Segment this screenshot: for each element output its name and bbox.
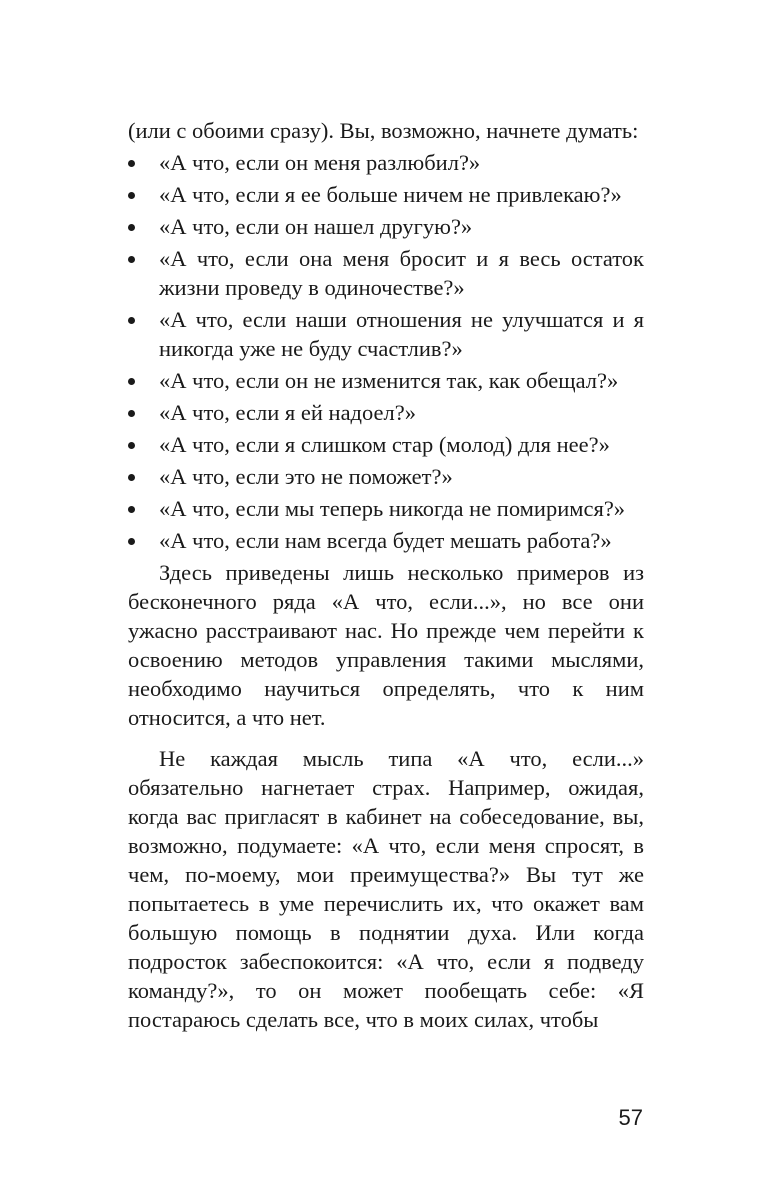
list-item [128, 430, 644, 459]
list-item [128, 148, 644, 177]
list-item-text: «А что, если он меня разлюбил?» [159, 150, 481, 175]
list-item-text: «А что, если мы теперь никогда не помиримся?» [159, 496, 626, 521]
bullet-icon [128, 442, 135, 449]
bullet-icon [128, 474, 135, 481]
bullet-icon [128, 506, 135, 513]
list-item-text: «А что, если я слишком стар (молод) для нее?» [159, 432, 610, 457]
list-item [128, 180, 644, 209]
bullet-icon [128, 378, 135, 385]
bullet-icon [128, 224, 135, 231]
list-item [128, 212, 644, 241]
page-content [128, 116, 644, 1034]
bullet-icon [128, 410, 135, 417]
list-item-text: «А что, если я ее больше ничем не привлекаю?» [159, 182, 622, 207]
body-paragraph: Не каждая мысль типа «А что, если...» обязательно нагнетает страх. Например, ожидая, когда вас пригласят в кабинет на собеседование, вы, возможно, подумаете: «А что, если меня спросят, в чем, по-моему, мои преимущества?» Вы тут же попытаетесь в уме перечислить их, что окажет вам большую помощь в поднятии духа. Или когда подросток забеспокоится: «А что, если я подведу команду?», то он может пообещать себе: «Я постараюсь сделать все, что в моих силах, чтобы [128, 746, 644, 1032]
list-item [128, 244, 644, 302]
list-item [128, 366, 644, 395]
list-item [128, 494, 644, 523]
bullet-icon [128, 256, 135, 263]
body-paragraph: Здесь приведены лишь несколько примеров из бесконечного ряда «А что, если...», но все они ужасно расстраивают нас. Но прежде чем перейти к освоению методов управления такими мыслями, необходимо научиться определять, что к ним относится, а что нет. [128, 560, 644, 730]
list-item-text: «А что, если нам всегда будет мешать работа?» [159, 528, 612, 553]
bullet-icon [128, 160, 135, 167]
list-item-text: «А что, если наши отношения не улучшатся и я никогда уже не буду счастлив?» [159, 307, 644, 361]
list-item [128, 398, 644, 427]
list-item [128, 526, 644, 555]
bullet-icon [128, 317, 135, 324]
list-item-text: «А что, если я ей надоел?» [159, 400, 416, 425]
bullet-icon [128, 192, 135, 199]
intro-text: (или с обоими сразу). Вы, возможно, начнете думать: [128, 118, 639, 143]
list-item-text: «А что, если она меня бросит и я весь остаток жизни проведу в одиночестве?» [159, 246, 644, 300]
list-item [128, 305, 644, 363]
list-item-text: «А что, если он не изменится так, как обещал?» [159, 368, 619, 393]
bullet-list [128, 148, 644, 555]
list-item-text: «А что, если он нашел другую?» [159, 214, 473, 239]
bullet-icon [128, 538, 135, 545]
list-item-text: «А что, если это не поможет?» [159, 464, 453, 489]
list-item [128, 462, 644, 491]
page-number: 57 [618, 1105, 643, 1130]
